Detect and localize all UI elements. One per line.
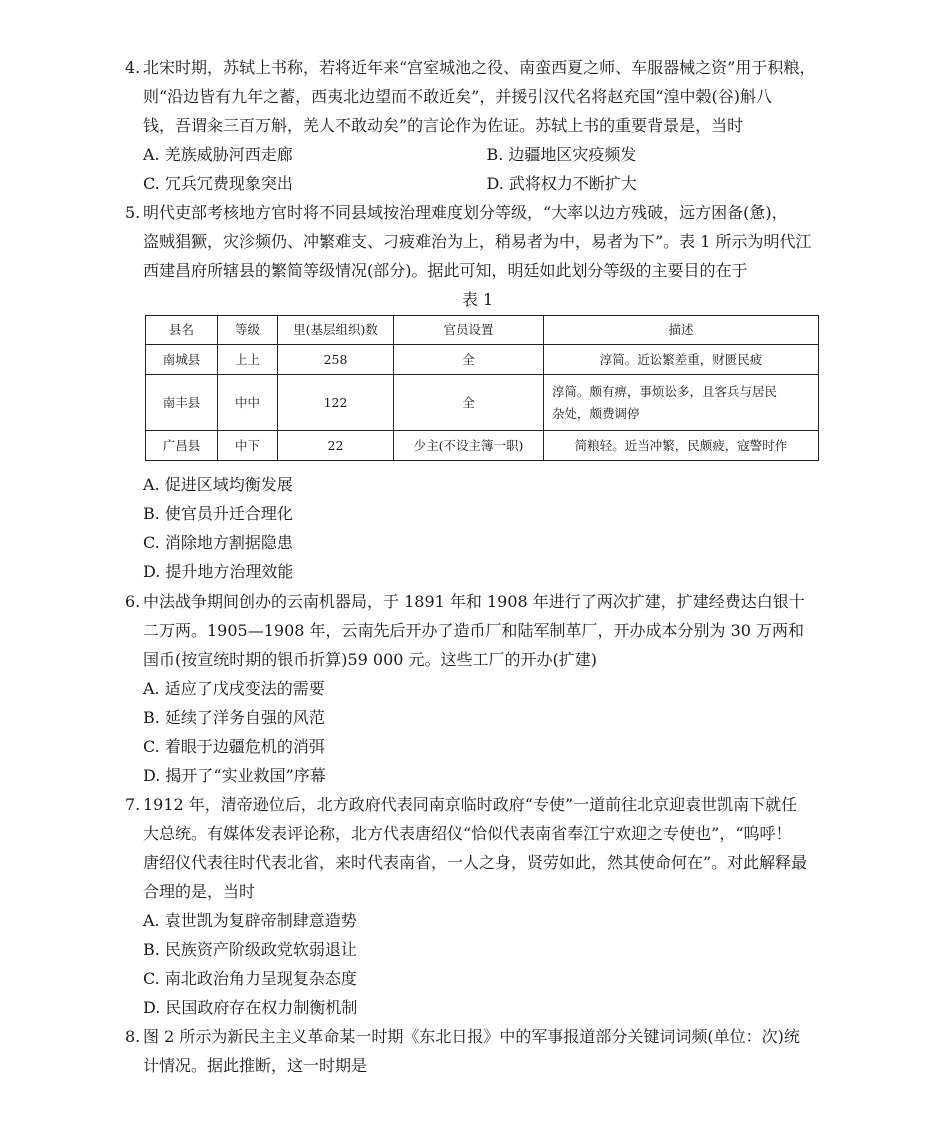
question-number: 6.: [125, 592, 141, 611]
cell-grade: 中中: [218, 375, 278, 431]
stem-line: 合理的是，当时: [143, 882, 256, 901]
stem-line: 二万两。1905—1908 年，云南先后开办了造币厂和陆军制革厂，开办成本分别为 30 万两和: [143, 621, 805, 640]
header-grade: 等级: [218, 316, 278, 345]
option-c[interactable]: C. 南北政治角力呈现复杂态度: [143, 969, 357, 988]
cell-county: 南城县: [146, 345, 218, 375]
cell-li: 122: [278, 375, 394, 431]
question-number: 7.: [125, 795, 141, 814]
stem-line: 图 2 所示为新民主主义革命某一时期《东北日报》中的军事报道部分关键词词频(单位：次)统: [143, 1027, 800, 1046]
stem-line: 北宋时期，苏轼上书称，若将近年来“宫室城池之役、南蛮西夏之师、车服器械之资”用于积粮，: [143, 58, 816, 77]
table-caption: 表 1: [461, 290, 494, 309]
stem-line: 中法战争期间创办的云南机器局，于 1891 年和 1908 年进行了两次扩建，扩建经费达白银十: [143, 592, 805, 611]
option-a[interactable]: A. 羌族威胁河西走廊: [143, 145, 293, 164]
stem-line: 西建昌府所辖县的繁简等级情况(部分)。据此可知，明廷如此划分等级的主要目的在于: [143, 261, 748, 280]
question-7: [125, 790, 830, 1022]
description-line: 杂处，颇费调停: [552, 405, 640, 421]
question-4: [125, 53, 830, 198]
header-county: 县名: [146, 316, 218, 345]
cell-description: [544, 345, 819, 375]
option-b[interactable]: B. 民族资产阶级政党软弱退让: [143, 940, 357, 959]
cell-description: [544, 431, 819, 461]
option-b[interactable]: B. 延续了洋务自强的风范: [143, 708, 325, 727]
stem-line: 钱，吾谓籴三百万斛，羌人不敢动矣”的言论作为佐证。苏轼上书的重要背景是，当时: [143, 116, 744, 135]
question-5: [125, 198, 830, 314]
header-officials: 官员设置: [394, 316, 544, 345]
description-line: 淳简。近讼繁差重，财匮民疲: [599, 351, 763, 367]
option-c[interactable]: C. 消除地方割据隐患: [143, 533, 293, 552]
stem-line: 唐绍仪代表往时代表北省，来时代表南省，一人之身，贤劳如此，然其使命何在”。对此解释最: [143, 853, 808, 872]
question-number: 8.: [125, 1027, 141, 1046]
cell-officials: 全: [394, 345, 544, 375]
stem-line: 大总统。有媒体发表评论称，北方代表唐绍仪“恰似代表南省奉江宁欢迎之专使也”，“呜呼！: [143, 824, 792, 843]
cell-grade: 中下: [218, 431, 278, 461]
option-b[interactable]: B. 边疆地区灾疫频发: [486, 145, 637, 164]
stem-line: 则“沿边皆有九年之蓄，西夷北边望而不敢近矣”，并援引汉代名将赵充国“湟中榖(谷)斛八: [143, 87, 773, 106]
cell-county: 南丰县: [146, 375, 218, 431]
option-b[interactable]: B. 使官员升迁合理化: [143, 504, 293, 523]
option-c[interactable]: C. 着眼于边疆危机的消弭: [143, 737, 325, 756]
header-li: 里(基层组织)数: [278, 316, 394, 345]
question-number: 4.: [125, 58, 141, 77]
table-header-row: [146, 316, 819, 345]
cell-county: 广昌县: [146, 431, 218, 461]
stem-line: 明代吏部考核地方官时将不同县域按治理难度划分等级，“大率以边方残破，远方困备(惫)，: [143, 203, 788, 222]
question-5-options: [125, 470, 830, 586]
option-a[interactable]: A. 适应了戊戌变法的需要: [143, 679, 325, 698]
stem-line: 1912 年，清帝逊位后，北方政府代表同南京临时政府“专使”一道前往北京迎袁世凯南下就任: [143, 795, 798, 814]
question-8: [125, 1022, 830, 1080]
description-line: 淳简。颇有痹，事烦讼多，且客兵与居民: [552, 383, 778, 399]
option-c[interactable]: C. 冗兵冗费现象突出: [143, 174, 293, 193]
option-d[interactable]: D. 揭开了“实业救国”序幕: [143, 766, 326, 785]
option-d[interactable]: D. 武将权力不断扩大: [486, 174, 637, 193]
stem-line: 国币(按宣统时期的银币折算)59 000 元。这些工厂的开办(扩建): [143, 650, 598, 669]
cell-description: [544, 375, 819, 431]
header-description: 描述: [544, 316, 819, 345]
table-row: [146, 431, 819, 461]
option-d[interactable]: D. 提升地方治理效能: [143, 562, 294, 581]
table-row: [146, 345, 819, 375]
cell-officials: 全: [394, 375, 544, 431]
question-6: [125, 587, 830, 790]
cell-li: 258: [278, 345, 394, 375]
cell-grade: 上上: [218, 345, 278, 375]
cell-li: 22: [278, 431, 394, 461]
cell-officials: 少主(不设主簿一职): [394, 431, 544, 461]
option-a[interactable]: A. 促进区域均衡发展: [143, 475, 293, 494]
data-table: [145, 315, 819, 461]
stem-line: 盗贼猖獗，灾沴频仍、冲繁难支、刁疲难治为上，稍易者为中，易者为下”。表 1 所示为明代江: [143, 232, 812, 251]
option-d[interactable]: D. 民国政府存在权力制衡机制: [143, 998, 358, 1017]
question-number: 5.: [125, 203, 141, 222]
option-a[interactable]: A. 袁世凯为复辟帝制肆意造势: [143, 911, 357, 930]
description-line: 简粮轻。近当冲繁，民颇疲，寇警时作: [574, 437, 788, 453]
table-row: [146, 375, 819, 431]
options-row: [125, 140, 830, 169]
stem-line: 计情况。据此推断，这一时期是: [143, 1056, 368, 1075]
options-row: [125, 169, 830, 198]
